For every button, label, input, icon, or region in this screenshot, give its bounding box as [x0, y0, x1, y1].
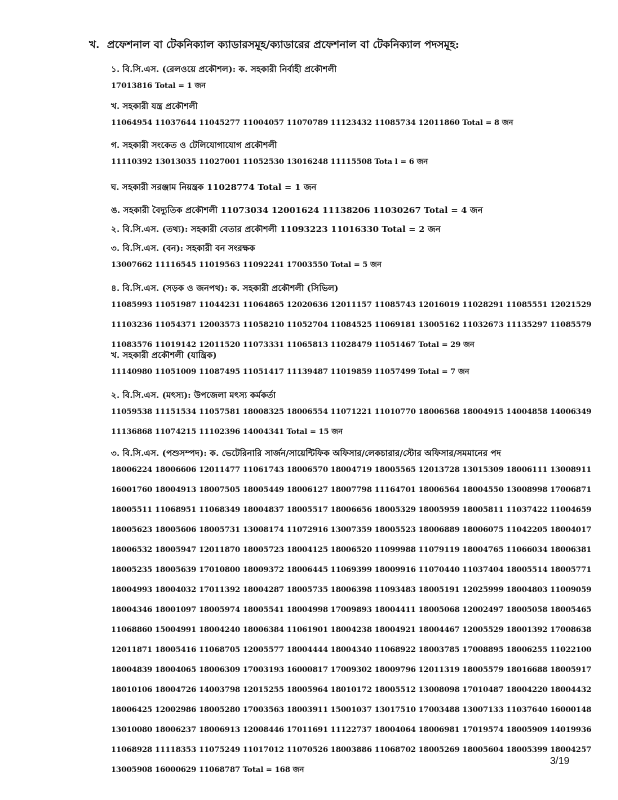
section-title: খ. সহকারী প্রকৌশলী (যান্ত্রিক) [111, 351, 217, 361]
roll-numbers-line: 18005511 11068951 11068349 18004837 18005517 18006656 18005329 18005959 18005811 11037422 11004659 [111, 505, 592, 514]
roll-total-line: 13007662 11116545 11019563 11092241 17003550 Total = 5 জন [111, 260, 382, 269]
roll-numbers-line: 18004839 18004065 18006309 17003193 16000817 17009302 18009796 12011319 18005579 18016688 18005917 [111, 665, 592, 674]
section-title: ২. বি.সি.এস. (মৎস্য): উপজেলা মৎস্য কর্মকর্তা [111, 391, 276, 401]
roll-numbers-line: 11068928 11118353 11075249 11017012 11070526 18003886 11068702 18005269 18005604 18005399 18004257 [111, 745, 592, 754]
roll-numbers-line: 16001760 18004913 18007505 18005449 18006127 18007798 11164701 18006564 18004550 13008998 17006871 [111, 485, 592, 494]
heading-marker: খ. [89, 39, 100, 51]
assistant-mechanical-engineer-section [111, 101, 611, 133]
roll-numbers-line: 11068860 15004991 18004240 18006384 11061901 18004238 18004921 18004467 12005529 18001392 17008638 [111, 625, 592, 634]
section-title: ৩. বি.সি.এস. (বন): সহকারী বন সংরক্ষক [111, 244, 256, 254]
roll-total-line: 11140980 11051009 11087495 11051417 11139487 11019859 11057499 Total = 7 জন [111, 367, 470, 376]
roll-numbers-line: 11103236 11054371 12003573 11058210 11052704 11084525 11069181 13005162 11032673 11135297 11085579 [111, 320, 592, 329]
roll-numbers-line: 18004993 18004032 17011392 18004287 18005735 18006398 11093483 18005191 12025999 18004803 11009059 [111, 585, 592, 594]
roads-civil-engineer-section [111, 283, 611, 355]
signal-telecom-engineer-section [111, 140, 611, 172]
roll-numbers-line: 18006425 12002986 18005280 17003563 18003911 15001037 13017510 17003488 13007133 11037640 16000148 [111, 705, 592, 714]
section-title: ঘ. সহকারী সরঞ্জাম নিয়ন্ত্রক 11028774 Total = 1 জন [111, 183, 317, 193]
forest-conservator-section [111, 243, 611, 275]
electrical-engineer-section [111, 205, 611, 217]
roll-total-line: 13005908 16000629 11068787 Total = 168 জন [111, 765, 304, 774]
roll-numbers-line: 18006224 18006606 12011477 11061743 18006570 18004719 18005565 12013728 13015309 18006111 13008911 [111, 465, 592, 474]
roll-numbers-line: 11085993 11051987 11044231 11064865 12020636 12011157 11085743 12016019 11028291 11085551 12021529 [111, 300, 592, 309]
section-title: গ. সহকারী সংকেত ও টেলিযোগাযোগ প্রকৌশলী [111, 141, 277, 151]
page-number: 3/19 [550, 756, 570, 767]
roll-numbers-line: 18010106 18004726 14003798 12015255 18005964 18010172 18005512 13008098 17010487 18004220 18004432 [111, 685, 592, 694]
section-title: ২. বি.সি.এস. (তথ্য): সহকারী বেতার প্রকৌশলী 11093223 11016330 Total = 2 জন [111, 225, 441, 235]
heading-text: প্রফেশনাল বা টেকনিক্যাল ক্যাডারসমূহ/ক্যাডারের প্রফেশনাল বা টেকনিক্যাল পদসমূহ: [107, 39, 460, 51]
radio-engineer-section [111, 224, 611, 236]
section-title: ৩. বি.সি.এস. (পশুসম্পদ): ক. ভেটেরিনারি সার্জন/সায়েন্টিফিক অফিসার/লেকচারার/স্টোর অফিসার/সমমানের পদ [111, 449, 501, 459]
roll-numbers-line: 11059538 11151534 11057581 18008325 18006554 11071221 11010770 18006568 18004915 14004858 14006349 [111, 407, 592, 416]
equipment-controller-section [111, 182, 611, 194]
roll-numbers-line: 18005623 18005606 18005731 13008174 11072916 13007359 18005523 18006889 18006075 11042205 18004017 [111, 525, 592, 534]
section-title: খ. সহকারী যন্ত্র প্রকৌশলী [111, 102, 198, 112]
roll-total-line: 17013816 Total = 1 জন [111, 81, 206, 90]
section-title: ১. বি.সি.এস. (রেলওয়ে প্রকৌশল): ক. সহকারী নির্বাহী প্রকৌশলী [111, 65, 337, 75]
roll-numbers-line: 18004346 18001097 18005974 18005541 18004998 17009893 18004411 18005068 12002497 18005058 18005465 [111, 605, 592, 614]
roll-numbers-line: 13010080 18006237 18006913 12008446 17011691 11122737 18004064 18006981 17019574 18005909 14019936 [111, 725, 592, 734]
roll-total-line: 11136868 11074215 11102396 14004341 Total = 15 জন [111, 427, 343, 436]
roads-mechanical-engineer-section [111, 350, 611, 382]
section-heading [89, 38, 599, 55]
roll-numbers-line: 18005235 18005639 17010800 18009372 18006445 11069399 18009916 11070440 11037404 18005514 18005771 [111, 565, 592, 574]
roll-total-line: 11064954 11037644 11045277 11004057 11070789 11123432 11085734 12011860 Total = 8 জন [111, 118, 514, 127]
roll-numbers-line: 12011871 18005416 11068705 12005577 18004444 18004340 11068922 18003785 17008895 18006255 11022100 [111, 645, 592, 654]
railway-executive-engineer-section [111, 64, 611, 96]
livestock-veterinary-section [111, 448, 611, 780]
roll-total-line: 11083576 11019142 12011520 11073331 11065813 11028479 11051467 Total = 29 জন [111, 340, 475, 349]
roll-total-line: 11110392 13013035 11027001 11052530 13016248 11115508 Tota l = 6 জন [111, 157, 428, 166]
section-title: ঙ. সহকারী বৈদ্যুতিক প্রকৌশলী 11073034 12001624 11138206 11030267 Total = 4 জন [111, 206, 483, 216]
fisheries-officer-section [111, 390, 611, 442]
section-title: ৪. বি.সি.এস. (সড়ক ও জনপথ): ক. সহকারী প্রকৌশলী (সিভিল) [111, 284, 339, 294]
roll-numbers-line: 18006532 18005947 12011870 18005723 18004125 18006520 11099988 11079119 18004765 11066034 18006381 [111, 545, 592, 554]
